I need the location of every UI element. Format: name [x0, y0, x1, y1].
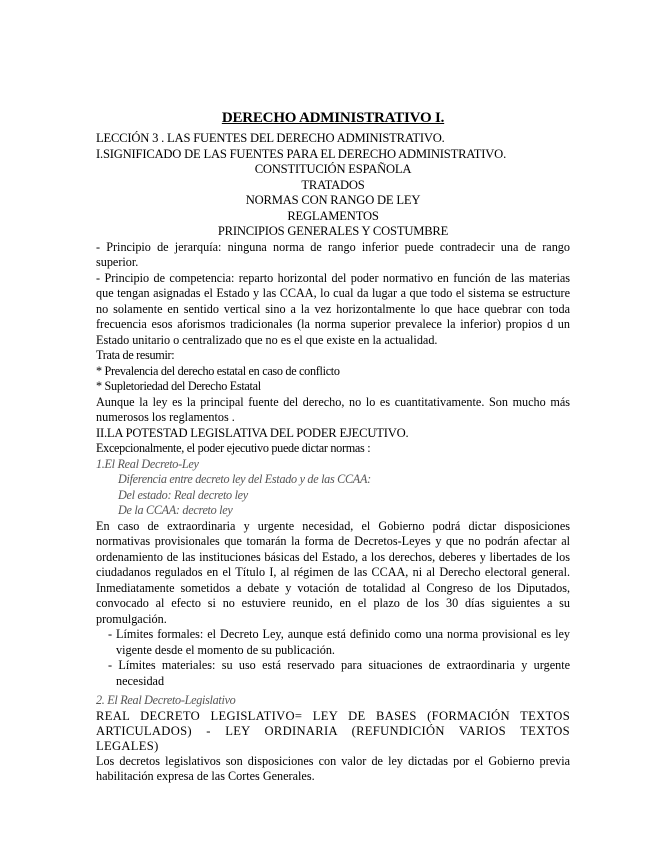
- hierarchy-item: CONSTITUCIÓN ESPAÑOLA: [254, 162, 412, 176]
- summary-item: * Supletoriedad del Derecho Estatal: [96, 379, 261, 393]
- law-note: Aunque la ley es la principal fuente del derecho, no lo es cuantitativamente. Son mucho más numerosos los reglamentos .: [96, 394, 570, 424]
- decreto-ley-note: De la CCAA: decreto ley: [118, 503, 233, 517]
- hierarchy-item: NORMAS CON RANGO DE LEY: [245, 193, 421, 207]
- decreto-legislativo-heading: 2. El Real Decreto-Legislativo: [96, 693, 236, 707]
- limit-item: - Límites materiales: su uso está reservado para situaciones de extraordinaria y urgente necesidad: [108, 658, 570, 688]
- limit-item: - Límites formales: el Decreto Ley, aunque está definido como una norma provisional es ley vigente desde el momento de su publicación.: [108, 627, 570, 657]
- hierarchy-item: TRATADOS: [301, 177, 365, 192]
- sources-hierarchy: [96, 162, 570, 240]
- exceptional-intro: Excepcionalmente, el poder ejecutivo puede dictar normas :: [96, 441, 371, 455]
- principle-hierarchy: - Principio de jerarquía: ninguna norma de rango inferior puede contradecir una de rango superior.: [96, 239, 570, 269]
- hierarchy-item: PRINCIPIOS GENERALES Y COSTUMBRE: [217, 224, 449, 238]
- summary-item: * Prevalencia del derecho estatal en caso de conflicto: [96, 363, 340, 378]
- document-body: [96, 108, 570, 785]
- decreto-ley-heading: 1.El Real Decreto-Ley: [96, 456, 199, 471]
- section-heading-1: I.SIGNIFICADO DE LAS FUENTES PARA EL DERECHO ADMINISTRATIVO.: [96, 146, 507, 161]
- caps-statement: REAL DECRETO LEGISLATIVO= LEY DE BASES (FORMACIÓN TEXTOS ARTICULADOS) - LEY ORDINARIA (REFUNDICIÓN VARIOS TEXTOS LEGALES): [96, 708, 570, 753]
- decreto-ley-note: Diferencia entre decreto ley del Estado y de las CCAA:: [118, 472, 371, 486]
- legislative-decrees-paragraph: Los decretos legislativos son disposiciones con valor de ley dictadas por el Gobierno previa habilitación expresa de las Cortes Generales.: [96, 753, 570, 783]
- urgency-paragraph: En caso de extraordinaria y urgente necesidad, el Gobierno podrá dictar disposiciones normativas provisionales que tomarán la forma de Decretos-Leyes y que no podrán afectar al ordenamiento de las instituciones básicas del Estado, a los derechos, deberes y libertades de los ciudadanos regulados en el Título I, al régimen de las CCAA, ni al Derecho electoral general. Inmediatamente sometidos a debate y votación de totalidad al Congreso de los Diputados, convocado al efecto si no estuviere reunido, en el plazo de los 30 días siguientes a su promulgación.: [96, 518, 570, 626]
- section-heading-2: II.LA POTESTAD LEGISLATIVA DEL PODER EJECUTIVO.: [96, 425, 409, 440]
- lesson-heading: LECCIÓN 3 . LAS FUENTES DEL DERECHO ADMINISTRATIVO.: [96, 131, 445, 145]
- summary-intro: Trata de resumir:: [96, 348, 175, 362]
- document-title: DERECHO ADMINISTRATIVO I.: [221, 110, 445, 126]
- decreto-ley-note: Del estado: Real decreto ley: [118, 487, 248, 502]
- principle-competence: - Principio de competencia: reparto horizontal del poder normativo en función de las materias que tengan asignadas el Estado y las CCAA, lo cual da lugar a que todo el sistema se estructure no solamente en sentido vertical sino a la vez horizontalmente lo que hace quebrar con toda frecuencia esos aforismos tradicionales (la norma superior prevalece la inferior) propios d un Estado unitario o centralizado que no es el que existe en la actualidad.: [96, 270, 570, 347]
- hierarchy-item: REGLAMENTOS: [287, 208, 379, 223]
